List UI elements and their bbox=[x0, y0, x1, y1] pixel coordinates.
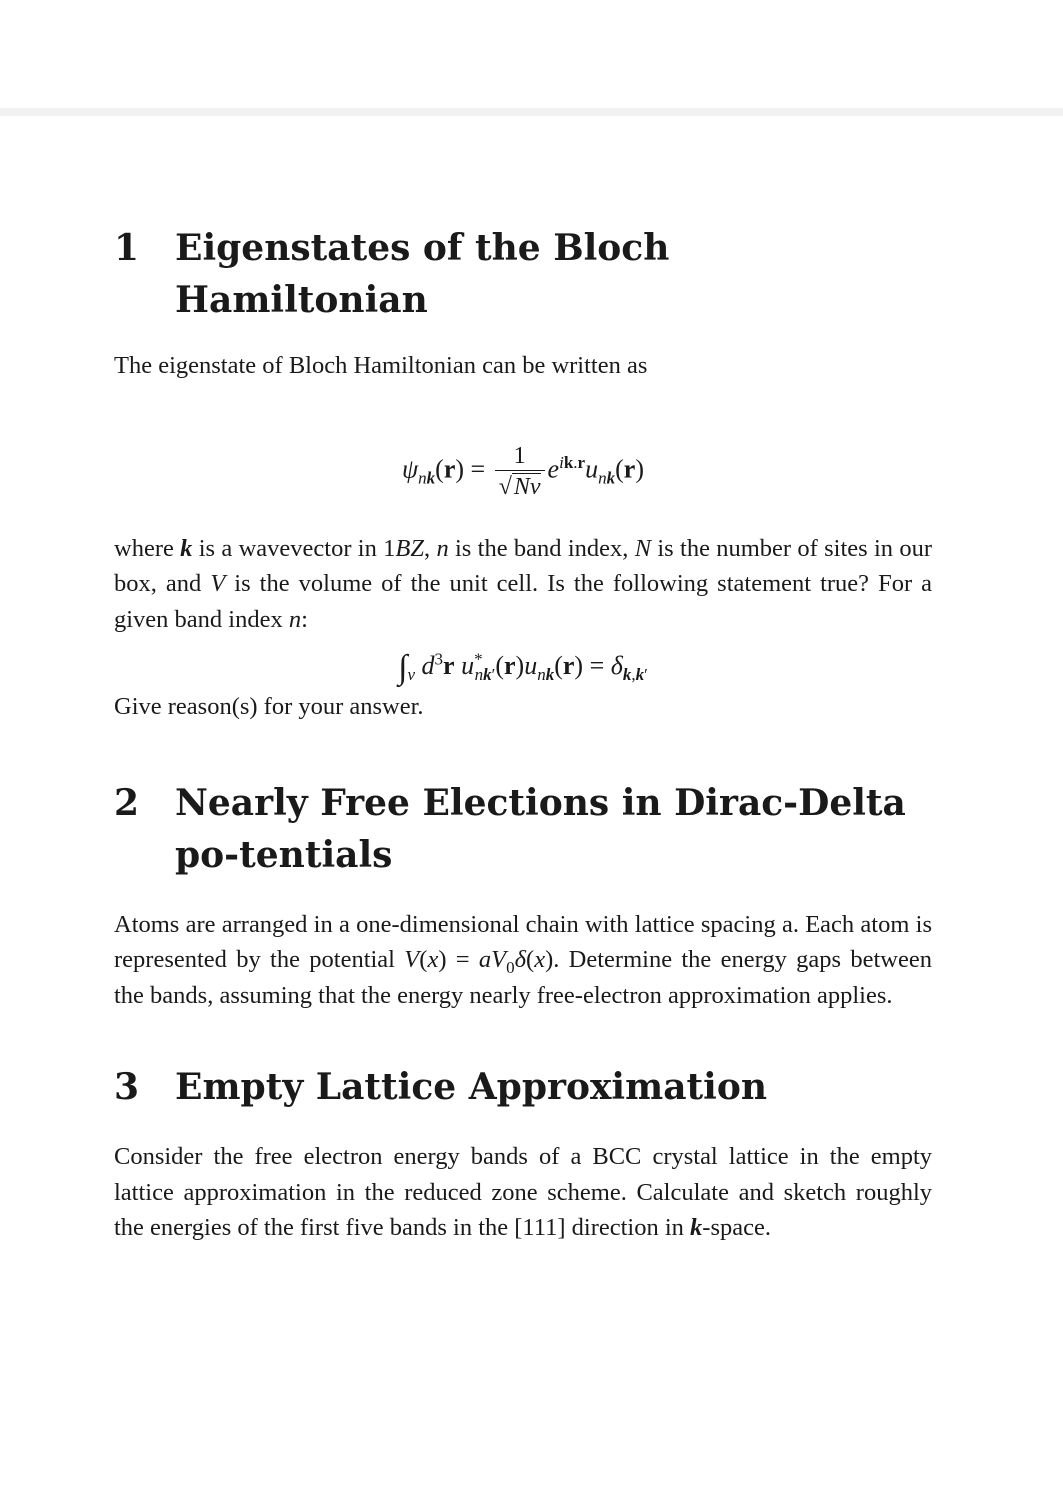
section-title: Eigenstates of the Bloch Hamiltonian bbox=[175, 227, 670, 321]
section-number: 2 bbox=[114, 781, 140, 824]
section-2-paragraph: Atoms are arranged in a one-dimensional chain with lattice spacing a. Each atom is represented by the potential $V(x) = aV_0\delta(x)$. Determine the energy gaps between the bands, assuming that the energy nearly free-electron approximation applies. bbox=[114, 910, 932, 1009]
section-1-reason: Give reason(s) for your answer. bbox=[114, 693, 424, 720]
section-title: Nearly Free Elections in Dirac-Delta po-tentials bbox=[175, 781, 906, 876]
bloch-wavefunction-equation: $\psi_{nk}(r)$ = $\frac{1}{√Nv}$ $e^{ik.r}u_{nk}(r)$ bbox=[402, 442, 644, 500]
top-band bbox=[0, 108, 1063, 116]
section-1-heading bbox=[114, 222, 932, 326]
normalization-fraction: $\frac{1}{√Nv}$ bbox=[495, 442, 545, 501]
section-3-heading bbox=[114, 1061, 932, 1113]
section-2-heading bbox=[114, 777, 932, 881]
section-number: 3 bbox=[114, 1066, 140, 1108]
section-number: 1 bbox=[114, 227, 140, 269]
document-page bbox=[114, 222, 932, 1246]
section-1-intro: The eigenstate of Bloch Hamiltonian can be written as bbox=[114, 352, 648, 379]
section-3-paragraph: Consider the free electron energy bands of a BCC crystal lattice in the empty lattice approximation in the reduced zone scheme. Calculate and sketch roughly the energies of the first five bands in the [111] direction in k-space. bbox=[114, 1143, 932, 1241]
orthonormality-equation: $\int_v$ $d^3r$ $u^*_{nk'}(r)u_{nk}(r) = \delta_{k,k'}$ bbox=[398, 649, 648, 686]
section-title: Empty Lattice Approximation bbox=[175, 1066, 768, 1108]
section-1-where-paragraph: where k is a wavevector in 1BZ, n is the band index, N is the number of sites in our box, and V is the volume of the unit cell. Is the following statement true? For a given band index n: bbox=[114, 534, 933, 633]
